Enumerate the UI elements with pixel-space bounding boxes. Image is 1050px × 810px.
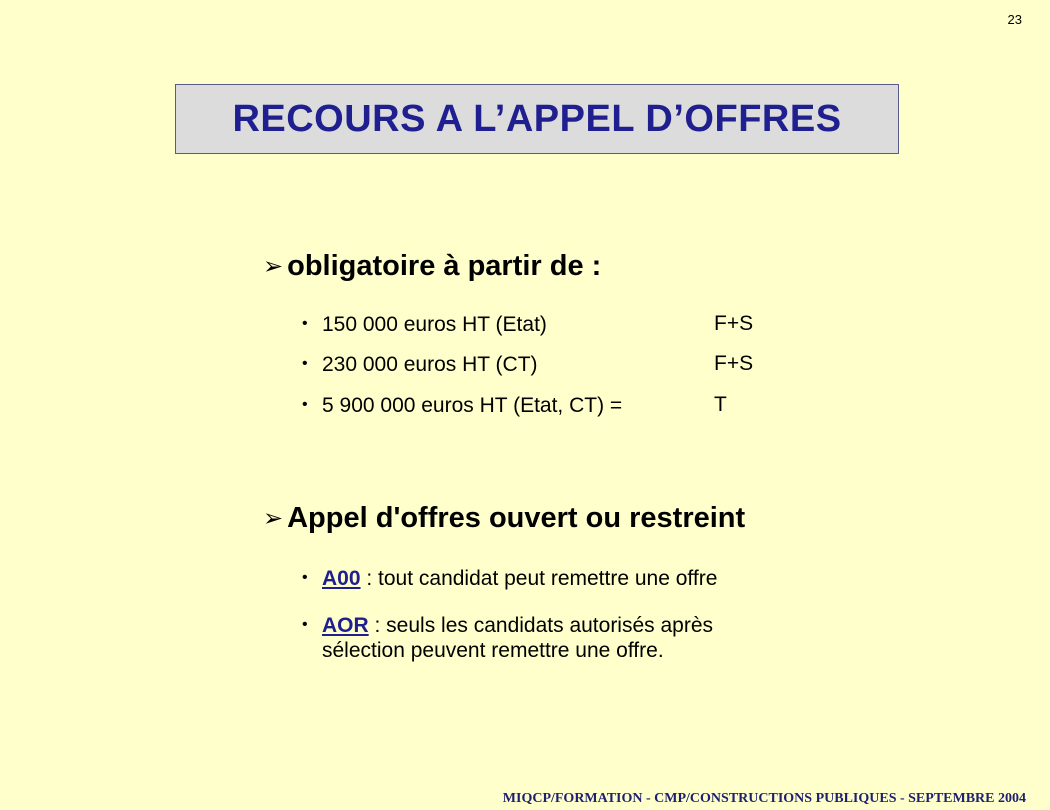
dot-bullet-icon: • (302, 616, 308, 633)
term-description: : seuls les candidats autorisés après (368, 614, 714, 637)
threshold-text: 230 000 euros HT (CT) (322, 353, 538, 376)
footer: MIQCP/FORMATION - CMP/CONSTRUCTIONS PUBLIQUES - SEPTEMBRE 2004 (502, 791, 1026, 806)
list-item (302, 566, 717, 591)
dot-bullet-icon: • (302, 569, 308, 586)
procedure-code: T (714, 393, 727, 416)
page-title: RECOURS A L’APPEL D’OFFRES (232, 97, 842, 140)
section-heading-appel-offres (263, 502, 745, 535)
list-item (302, 613, 713, 663)
title-box (175, 84, 899, 154)
arrow-bullet-icon: ➢ (263, 253, 284, 280)
section-heading-text: Appel d'offres ouvert ou restreint (287, 502, 746, 534)
threshold-text: 150 000 euros HT (Etat) (322, 313, 547, 336)
page-number: 23 (1007, 12, 1022, 27)
term-aor: AOR (322, 614, 369, 637)
term-description-continued: sélection peuvent remettre une offre. (322, 639, 664, 662)
procedure-code: F+S (714, 312, 754, 335)
arrow-bullet-icon: ➢ (263, 505, 284, 532)
section-heading-text: obligatoire à partir de : (287, 250, 602, 282)
procedure-code: F+S (714, 352, 754, 375)
term-a00: A00 (322, 567, 361, 590)
list-item (302, 352, 538, 377)
dot-bullet-icon: • (302, 355, 308, 372)
dot-bullet-icon: • (302, 315, 308, 332)
list-item (302, 312, 547, 337)
term-description: : tout candidat peut remettre une offre (360, 567, 718, 590)
section-heading-obligatoire (263, 250, 601, 283)
threshold-text: 5 900 000 euros HT (Etat, CT) = (322, 394, 623, 417)
dot-bullet-icon: • (302, 396, 308, 413)
list-item (302, 393, 622, 418)
